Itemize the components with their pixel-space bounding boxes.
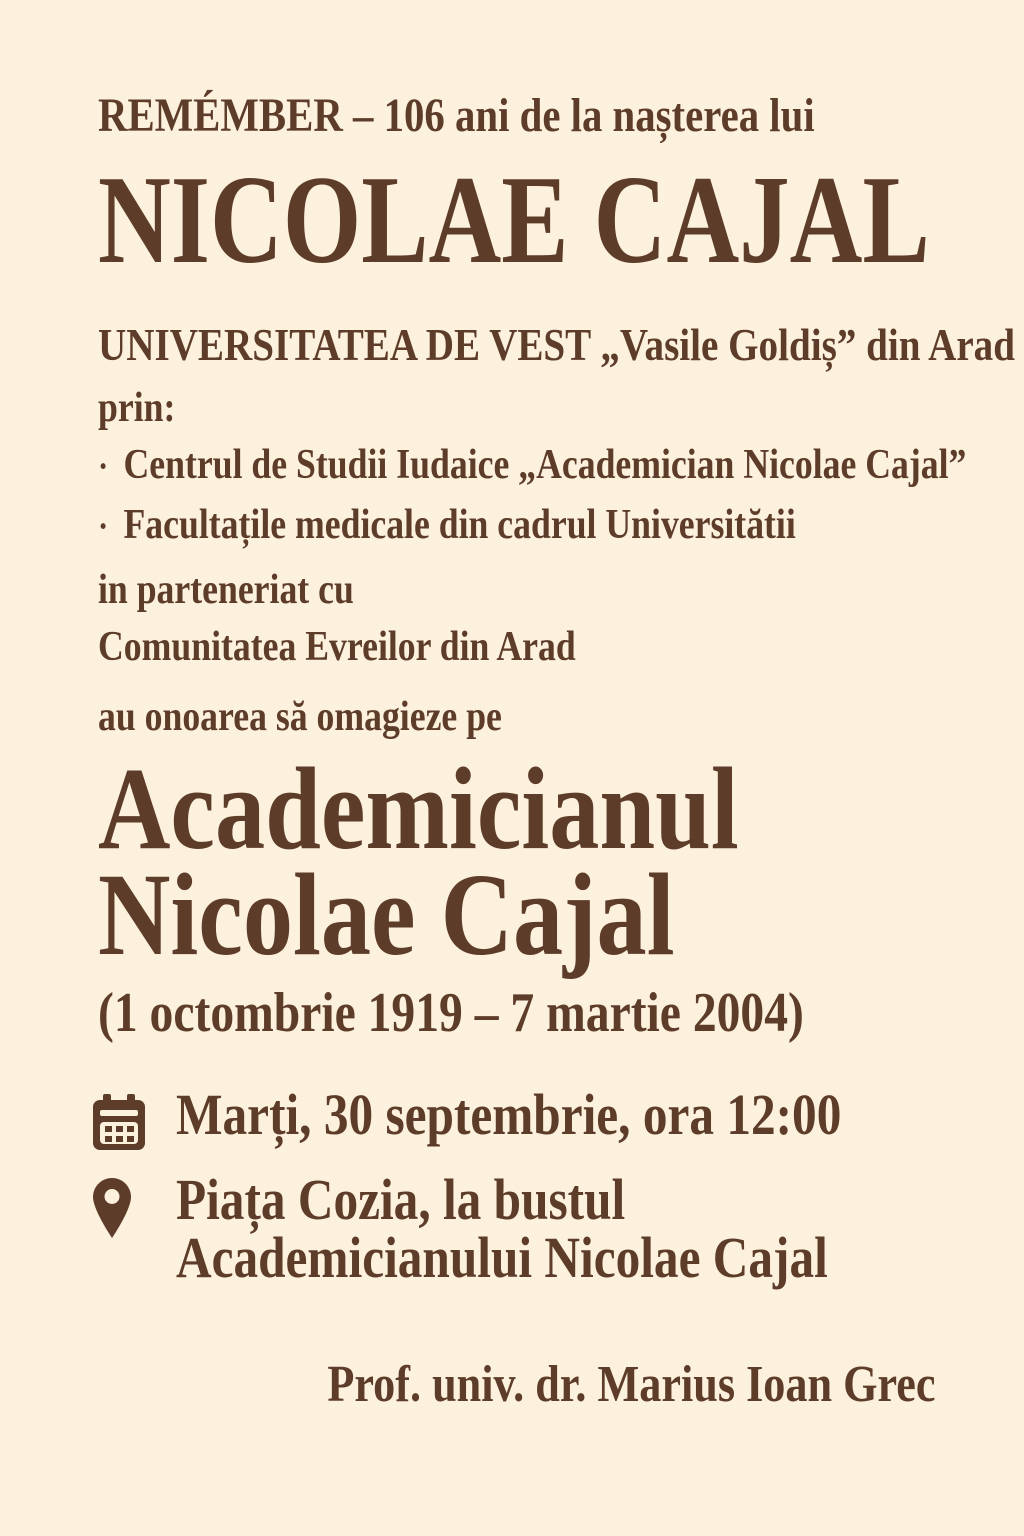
organizer-list-item (98, 504, 919, 546)
event-datetime-row (92, 1082, 959, 1150)
event-location-line1: Piața Cozia, la bustul (176, 1167, 626, 1232)
bullet-dot: · (98, 446, 109, 486)
honor-line (98, 696, 573, 738)
organizer-list-item (98, 444, 1024, 486)
partnership-label-text: in parteneriat cu (98, 567, 354, 613)
through-label (98, 387, 189, 429)
university-line (98, 319, 1024, 370)
kicker-text: REMÉMBER – 106 ani de la nașterea lui (98, 89, 815, 142)
page-title-text: NICOLAE CAJAL (98, 151, 930, 290)
partner-text: Comunitatea Evreilor din Arad (98, 624, 576, 670)
life-dates-text: (1 octombrie 1919 – 7 martie 2004) (98, 982, 804, 1044)
honoree-name (98, 743, 852, 981)
honoree-name-line2: Nicolae Cajal (98, 849, 675, 981)
life-dates (98, 982, 928, 1044)
event-datetime-text: Marți, 30 septembrie, ora 12:00 (176, 1082, 842, 1147)
partnership-label (98, 569, 399, 611)
honoree-name-line1: Academicianul (98, 743, 739, 874)
through-label-text: prin: (98, 385, 176, 431)
partner-line (98, 626, 660, 668)
university-text: UNIVERSITATEA DE VEST „Vasile Goldiș” din Arad (98, 319, 1015, 370)
calendar-icon (92, 1094, 146, 1150)
location-pin-icon (92, 1177, 132, 1239)
bullet-dot: · (98, 506, 109, 546)
organizer-item-text: Centrul de Studii Iudaice „Academician Nicolae Cajal” (123, 442, 967, 488)
signature-line (220, 1356, 936, 1413)
signature-text: Prof. univ. dr. Marius Ioan Grec (327, 1356, 936, 1413)
event-location-row (92, 1167, 943, 1290)
honor-line-text: au onoarea să omagieze pe (98, 694, 502, 740)
event-location-line2: Academicianului Nicolae Cajal (176, 1225, 828, 1290)
organizer-item-text: Facultațile medicale din cadrul Universitătii (123, 502, 796, 548)
kicker-line (98, 89, 941, 142)
page-title (98, 151, 1024, 290)
